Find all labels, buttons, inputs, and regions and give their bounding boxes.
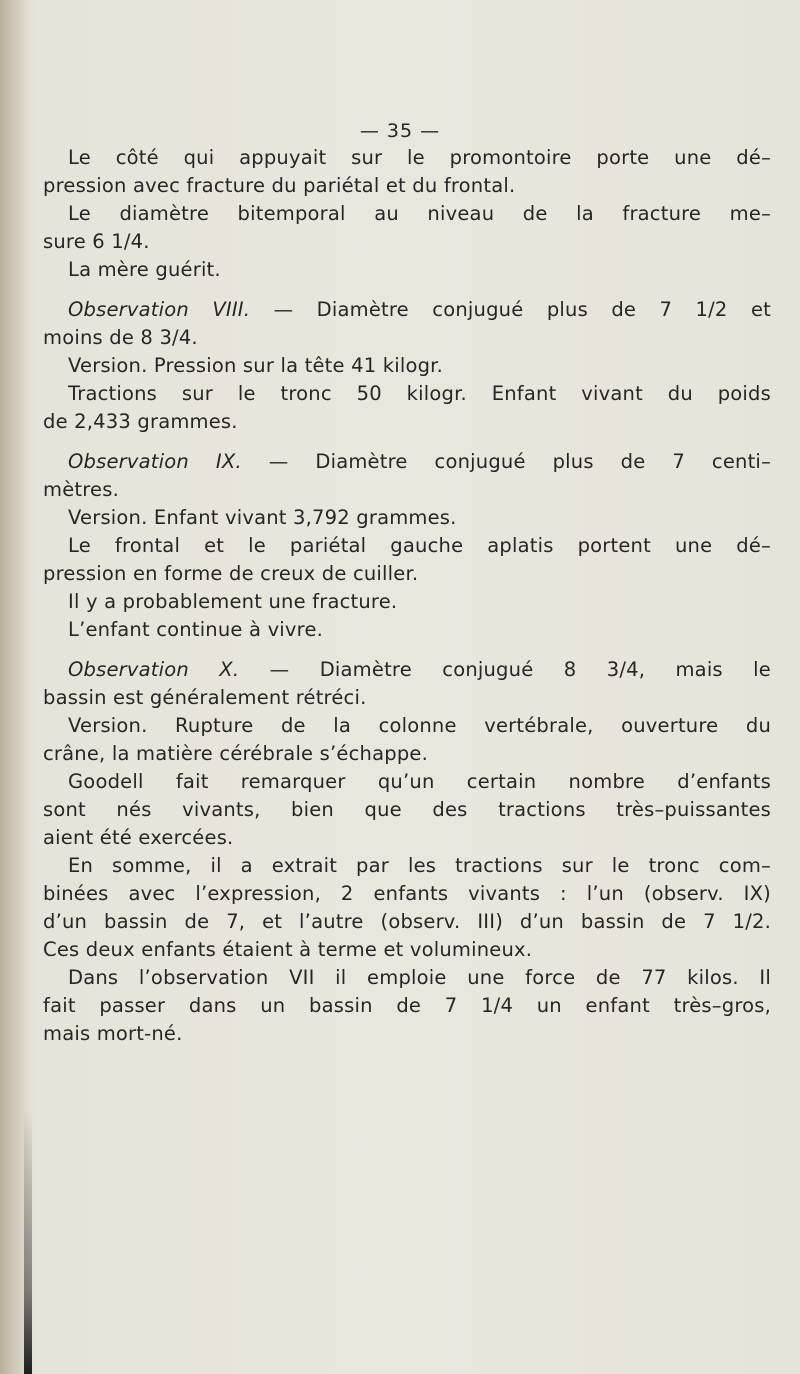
text-line: Le frontal et le pariétal gauche aplatis portent une dé– [68,534,771,557]
text-line: fait passer dans un bassin de 7 1/4 un enfant très–gros, [43,994,771,1017]
text-line: L’enfant continue à vivre. [68,618,324,641]
text-line [43,656,771,684]
observation-title-rest: — Diamètre conjugué plus de 7 1/2 et [250,298,771,321]
text-line: crâne, la matière cérébrale s’échappe. [43,742,428,765]
text-line [43,448,771,476]
text-line: Version. Enfant vivant 3,792 grammes. [68,506,457,529]
observation-title: Observation X. [68,658,240,681]
text-line: sure 6 1/4. [43,230,150,253]
text-line: Goodell fait remarquer qu’un certain nombre d’enfants [68,770,771,793]
observation-title-rest: — Diamètre conjugué 8 3/4, mais le [239,658,771,681]
text-line: mètres. [43,478,119,501]
text-line [43,296,771,324]
text-line: binées avec l’expression, 2 enfants vivants : l’un (observ. IX) [43,882,771,905]
text-line: Dans l’observation VII il emploie une force de 77 kilos. Il [68,966,771,989]
text-line: En somme, il a extrait par les tractions sur le tronc com– [68,854,771,877]
observation-title: Observation VIII. [68,298,251,321]
text-line: Version. Pression sur la tête 41 kilogr. [68,354,443,377]
text-line: d’un bassin de 7, et l’autre (observ. III) d’un bassin de 7 1/2. [43,910,771,933]
text-line: Il y a probablement une fracture. [68,590,398,613]
page-body-text [43,144,771,1048]
section-gap [43,436,771,448]
text-line: mais mort-né. [43,1022,183,1045]
text-line: pression en forme de creux de cuiller. [43,562,419,585]
observation-title-rest: — Diamètre conjugué plus de 7 centi– [241,450,772,473]
observation-title: Observation IX. [68,450,242,473]
text-line: La mère guérit. [68,258,221,281]
text-line: aient été exercées. [43,826,234,849]
text-line: Tractions sur le tronc 50 kilogr. Enfant vivant du poids [68,382,771,405]
text-line: Le côté qui appuyait sur le promontoire porte une dé– [68,146,771,169]
page-number: — 35 — [359,120,441,142]
binding-shadow [24,1110,32,1374]
text-line: pression avec fracture du pariétal et du frontal. [43,174,516,197]
text-line: Le diamètre bitemporal au niveau de la fracture me– [68,202,771,225]
text-line: Version. Rupture de la colonne vertébrale, ouverture du [68,714,771,737]
section-gap [43,284,771,296]
text-line: sont nés vivants, bien que des tractions très–puissantes [43,798,771,821]
text-line: de 2,433 grammes. [43,410,238,433]
text-line: Ces deux enfants étaient à terme et volumineux. [43,938,533,961]
section-gap [43,644,771,656]
text-line: moins de 8 3/4. [43,326,198,349]
text-line: bassin est généralement rétréci. [43,686,367,709]
